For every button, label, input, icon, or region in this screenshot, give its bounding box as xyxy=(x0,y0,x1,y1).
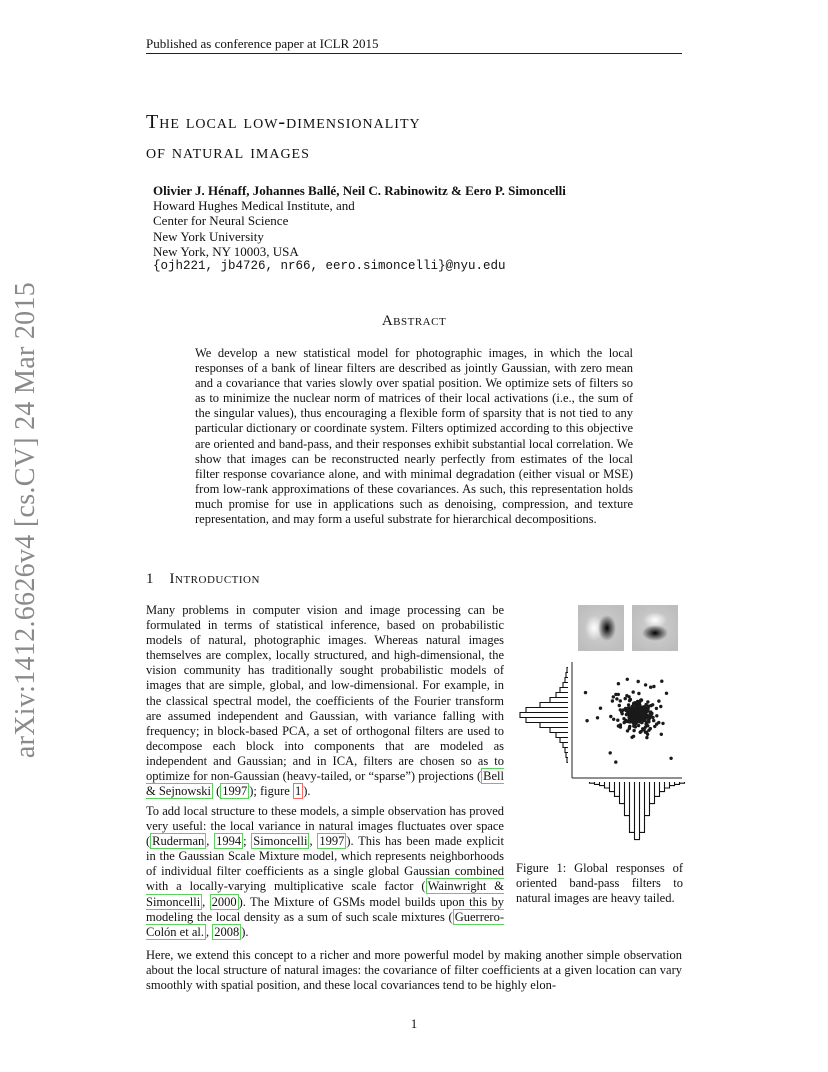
scatter-point xyxy=(633,701,636,704)
scatter-point xyxy=(626,678,629,681)
scatter-point xyxy=(627,703,630,706)
intro-paragraph-1: Many problems in computer vision and image processing can be formulated in terms of statistical inference, based on probabilistic models of natural, photographic images. Whereas natural images themselves are complex, locally structured, and high-dimensional, the vision community has traditionally sought probabilistic models of images that are simple, global, and low-dimensional. For example, in the classical spectral model, the coefficients of the Fourier transform are assumed independent and Gaussian, with variance falling with frequency; in block-based PCA, a set of orthogonal filters are used to decompose each block into components that are modeled as independent and Gaussian; and in ICA, filters are chosen so as to optimize for non-Gaussian (heavy-tailed, or “sparse”) projections ( Bell & Sejnowski ( 1997 ); figure 1 ). xyxy=(146,603,504,799)
marginal-histogram-left xyxy=(520,668,568,763)
scatter-point xyxy=(621,712,624,715)
title-line-1: The local low-dimensionality xyxy=(146,111,421,133)
scatter-point xyxy=(630,736,633,739)
paper-title xyxy=(146,107,421,167)
scatter-point xyxy=(648,716,651,719)
abstract-heading: Abstract xyxy=(381,313,447,329)
scatter-point xyxy=(651,716,654,719)
scatter-point xyxy=(626,711,629,714)
author-block xyxy=(153,183,566,274)
paragraph-text: ). xyxy=(241,924,249,939)
filter-1-image xyxy=(578,605,624,651)
scatter-point xyxy=(665,692,668,695)
scatter-point xyxy=(646,709,649,712)
citation-link[interactable]: Ruderman xyxy=(152,834,205,849)
scatter-point xyxy=(619,699,622,702)
scatter-point xyxy=(616,719,619,722)
intro-paragraph-3: Here, we extend this concept to a richer and more powerful model by making another simple observation about the local structure of natural images: the covariance of filter coefficients at a given location can vary smoothly with spatial position, and these local covariances tend to be highly elon- xyxy=(146,948,682,993)
scatter-point xyxy=(649,727,652,730)
scatter-point xyxy=(638,710,641,713)
affiliation-line: New York, NY 10003, USA xyxy=(153,243,299,259)
scatter-point xyxy=(660,680,663,683)
scatter-point xyxy=(660,733,663,736)
arxiv-identifier: arXiv:1412.6626v4 [cs.CV] 24 Mar 2015 xyxy=(10,281,41,759)
figure-caption: Figure 1: Global responses of oriented band-pass filters to natural images are heavy tailed. xyxy=(516,861,683,906)
scatter-point xyxy=(646,700,649,703)
scatter-point xyxy=(618,704,621,707)
running-header: Published as conference paper at ICLR 2015 xyxy=(146,36,379,51)
paragraph-text: Many problems in computer vision and image processing can be formulated in terms of statistical inference, based on probabilistic models of natural, photographic images. Whereas natural images themselves are complex, locally structured, and high-dimensional, the vision community has traditionally sought probabilistic models of images that are simple, global, and low-dimensional. For example, in the classical spectral model, the coefficients of the Fourier transform are assumed independent and Gaussian, with variance falling with frequency; in block-based PCA, a set of orthogonal filters are used to decompose each block into components that are modeled as independent and Gaussian; and in ICA, filters are chosen so as to optimize for non-Gaussian (heavy-tailed, or “sparse”) projections ( xyxy=(146,603,504,784)
scatter-point xyxy=(596,716,599,719)
affiliation-line: New York University xyxy=(153,228,264,244)
scatter-point xyxy=(628,720,631,723)
title-line-2: of natural images xyxy=(146,141,310,163)
scatter-point xyxy=(655,707,658,710)
scatter-point xyxy=(632,729,635,732)
scatter-point xyxy=(622,717,625,720)
figure-1-graphic xyxy=(512,600,692,850)
filter-2-image xyxy=(632,605,678,651)
scatter-point xyxy=(637,680,640,683)
scatter-point xyxy=(641,727,644,730)
scatter-point xyxy=(614,693,617,696)
joint-response-scatter xyxy=(584,678,673,764)
citation-link[interactable]: 1997 xyxy=(319,834,345,849)
scatter-point xyxy=(633,717,636,720)
scatter-point xyxy=(650,712,653,715)
section-number: 1 xyxy=(146,571,154,587)
histogram-bars xyxy=(590,782,685,840)
scatter-point xyxy=(637,724,640,727)
paragraph-text: To add local structure to these models, a simple observation has proved very useful: the local variance in natural images fluctuates over space ( xyxy=(146,804,504,849)
scatter-point xyxy=(619,725,622,728)
scatter-point xyxy=(612,695,615,698)
scatter-point xyxy=(585,719,588,722)
citation-link[interactable]: Bell & Sejnowski xyxy=(146,769,504,799)
scatter-point xyxy=(649,686,652,689)
histogram-bars xyxy=(520,668,568,763)
abstract-text: We develop a new statistical model for photographic images, in which the local responses of a bank of linear filters are described as jointly Gaussian, with zero mean and a covariance that varies slowly over spatial position. We optimize sets of filters so as to minimize the nuclear norm of matrices of their local activations (i.e., the sum of the singular values), thus encouraging a flexible form of sparsity that is not tied to any particular dictionary or coordinate system. Filters optimized according to this objective are oriented and band-pass, and their responses exhibit substantial local correlation. We show that images can be reconstructed nearly perfectly from estimates of the local filter response covariance alone, and with minimal degradation (either visual or MSE) from low-rank approximations of these covariances. As such, this representation holds much promise for use in applications such as denoising, compression, and texture representation, and may form a useful substrate for hierarchical decompositions. xyxy=(195,346,633,527)
scatter-point xyxy=(599,707,602,710)
affiliation-line: Center for Neural Science xyxy=(153,213,289,229)
scatter-point xyxy=(659,705,662,708)
scatter-point xyxy=(633,712,636,715)
scatter-point xyxy=(634,725,637,728)
marginal-histogram-bottom xyxy=(590,782,685,840)
scatter-point xyxy=(632,690,635,693)
scatter-point xyxy=(644,723,647,726)
citation-link[interactable]: Guerrero-Colón et al. xyxy=(146,909,504,939)
scatter-point xyxy=(637,692,640,695)
scatter-point xyxy=(628,727,631,730)
scatter-point xyxy=(651,703,654,706)
scatter-point xyxy=(655,714,658,717)
figure-ref-link[interactable]: 1 xyxy=(294,784,302,799)
scatter-point xyxy=(657,721,660,724)
paragraph-text: ). The Mixture of GSMs model builds upon this by modeling the local density as a sum of such scale mixtures ( xyxy=(146,894,504,924)
section-title: Introduction xyxy=(169,571,260,587)
page-number: 1 xyxy=(410,1016,418,1031)
scatter-point xyxy=(609,751,612,754)
intro-paragraph-2: To add local structure to these models, a simple observation has proved very useful: the local variance in natural images fluctuates over space ( Ruderman , 1994 ; Simoncelli , 1997 ). This has been made explicit in the Gaussian Scale Mixture model, which represents neighborhoods of individual filter coefficients as a single global Gaussian combined with a locally-varying multiplicative scale factor ( Wainwright & Simoncelli , 2000 ). The Mixture of GSMs model builds upon this by modeling the local density as a sum of such scale mixtures ( Guerrero-Colón et al. , 2008 ). xyxy=(146,804,504,939)
scatter-point xyxy=(644,717,647,720)
scatter-point xyxy=(652,685,655,688)
header-rule xyxy=(146,53,682,54)
scatter-point xyxy=(617,682,620,685)
scatter-point xyxy=(639,716,642,719)
citation-link[interactable]: Simoncelli xyxy=(253,834,308,849)
figure-1 xyxy=(512,600,692,850)
citation-link[interactable]: Wainwright & Simoncelli xyxy=(146,879,504,909)
affiliation-line: Howard Hughes Medical Institute, and xyxy=(153,198,355,214)
scatter-point xyxy=(645,736,648,739)
author-names: Olivier J. Hénaff, Johannes Ballé, Neil C. Rabinowitz & Eero P. Simoncelli xyxy=(153,183,566,198)
scatter-point xyxy=(624,697,627,700)
scatter-point xyxy=(630,711,633,714)
scatter-point xyxy=(628,706,631,709)
section-heading xyxy=(146,571,260,588)
paragraph-text: ; figure xyxy=(253,784,293,799)
scatter-point xyxy=(652,719,655,722)
scatter-point xyxy=(627,695,630,698)
scatter-point xyxy=(632,721,635,724)
scatter-point xyxy=(644,683,647,686)
citation-link[interactable]: 1997 xyxy=(222,784,248,799)
scatter-point xyxy=(657,699,660,702)
scatter-point xyxy=(639,699,642,702)
scatter-point xyxy=(612,718,615,721)
citation-link[interactable]: 2008 xyxy=(214,924,240,939)
paragraph-text: ). xyxy=(303,784,311,799)
scatter-point xyxy=(636,720,639,723)
scatter-point xyxy=(584,691,587,694)
scatter-point xyxy=(639,731,642,734)
citation-link[interactable]: 1994 xyxy=(216,834,242,849)
scatter-point xyxy=(669,757,672,760)
arxiv-sidebar xyxy=(6,281,46,759)
scatter-point xyxy=(609,715,612,718)
author-emails: {ojh221, jb4726, nr66, eero.simoncelli}@nyu.edu xyxy=(153,259,506,274)
scatter-point xyxy=(615,697,618,700)
scatter-point xyxy=(614,760,617,763)
scatter-point xyxy=(661,722,664,725)
paragraph-text: ). This has been made explicit in the Gaussian Scale Mixture model, which represents neighborhoods of individual filter coefficients as a single global Gaussian combined with a locally-varying multiplicative scale factor ( xyxy=(146,834,504,894)
scatter-point xyxy=(622,708,625,711)
citation-link[interactable]: 2000 xyxy=(211,894,237,909)
scatter-point xyxy=(611,699,614,702)
scatter-point xyxy=(647,720,650,723)
